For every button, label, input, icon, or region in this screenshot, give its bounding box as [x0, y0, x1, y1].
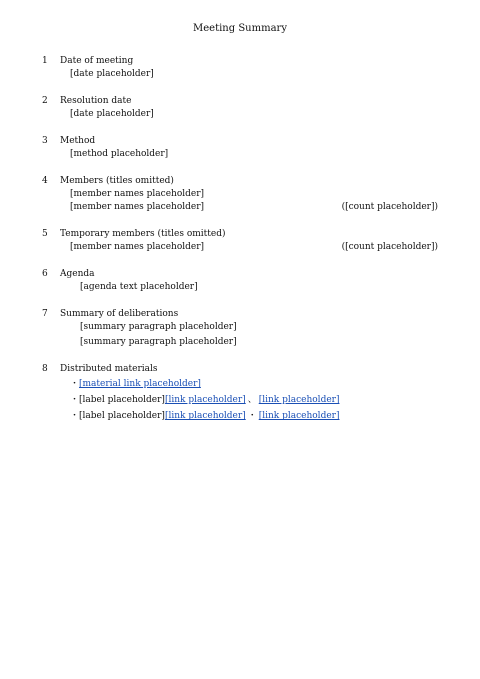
section-header — [42, 268, 438, 281]
material-link-1[interactable]: [material link placeholder] — [79, 379, 201, 390]
members-line-2: [member names placeholder] — [70, 201, 205, 212]
material-link-3b[interactable]: [link placeholder] — [258, 411, 340, 422]
summary-paragraph-1: [summary paragraph placeholder] — [80, 322, 237, 333]
meeting-date-value: [date placeholder] — [70, 68, 154, 79]
section-header — [42, 308, 438, 321]
material-link-2b[interactable]: [link placeholder] — [258, 395, 340, 406]
section-body — [60, 188, 438, 214]
section-body — [60, 148, 438, 161]
material-separator: 、 — [247, 395, 257, 406]
summary-paragraph-2: [summary paragraph placeholder] — [80, 337, 237, 348]
section-title: Distributed materials — [60, 364, 158, 375]
section-header — [42, 363, 438, 376]
section-title: Summary of deliberations — [60, 309, 179, 320]
material-item-1 — [70, 378, 438, 391]
agenda-paragraph: [agenda text placeholder] — [80, 282, 198, 293]
section-number: 5 — [42, 228, 48, 239]
section-summary — [42, 308, 438, 349]
material-link-3a[interactable]: [link placeholder] — [164, 411, 246, 422]
section-header — [42, 135, 438, 148]
section-number: 1 — [42, 55, 48, 66]
temp-members-row — [60, 241, 438, 254]
section-body — [60, 281, 438, 294]
section-body — [60, 321, 438, 349]
section-title: Resolution date — [60, 95, 132, 106]
section-agenda — [42, 268, 438, 294]
section-title: Temporary members (titles omitted) — [60, 228, 226, 239]
section-temp-members — [42, 228, 438, 254]
section-title: Members (titles omitted) — [60, 175, 174, 186]
section-resolution-date — [42, 95, 438, 121]
method-value: [method placeholder] — [70, 148, 169, 159]
material-link-2a[interactable]: [link placeholder] — [164, 395, 246, 406]
material-prefix: ・[label placeholder] — [70, 411, 165, 422]
members-line-2-row — [60, 201, 438, 214]
section-body — [60, 68, 438, 81]
section-header — [42, 228, 438, 241]
material-prefix: ・[label placeholder] — [70, 395, 165, 406]
section-number: 4 — [42, 175, 48, 186]
material-item-2 — [70, 394, 438, 407]
section-body — [60, 241, 438, 254]
members-count: ([count placeholder]) — [341, 201, 438, 212]
material-prefix: ・ — [70, 379, 80, 390]
temp-members-names: [member names placeholder] — [70, 241, 205, 252]
section-body — [60, 108, 438, 121]
materials-list — [60, 378, 438, 423]
section-number: 2 — [42, 95, 48, 106]
section-title: Method — [60, 135, 96, 146]
section-body — [60, 378, 438, 423]
resolution-date-value: [date placeholder] — [70, 108, 154, 119]
section-number: 8 — [42, 364, 48, 375]
material-separator: ・ — [247, 411, 257, 422]
section-number: 3 — [42, 135, 48, 146]
section-header — [42, 95, 438, 108]
members-line-1: [member names placeholder] — [70, 188, 205, 199]
section-header — [42, 175, 438, 188]
section-members — [42, 175, 438, 214]
section-materials — [42, 363, 438, 423]
material-item-3 — [70, 410, 438, 423]
section-meeting-date — [42, 55, 438, 81]
temp-members-count: ([count placeholder]) — [341, 241, 438, 252]
document-title: Meeting Summary — [193, 23, 287, 34]
section-number: 7 — [42, 309, 48, 320]
section-title: Agenda — [60, 269, 95, 280]
section-method — [42, 135, 438, 161]
section-header — [42, 55, 438, 68]
section-number: 6 — [42, 269, 48, 280]
section-title: Date of meeting — [60, 55, 134, 66]
